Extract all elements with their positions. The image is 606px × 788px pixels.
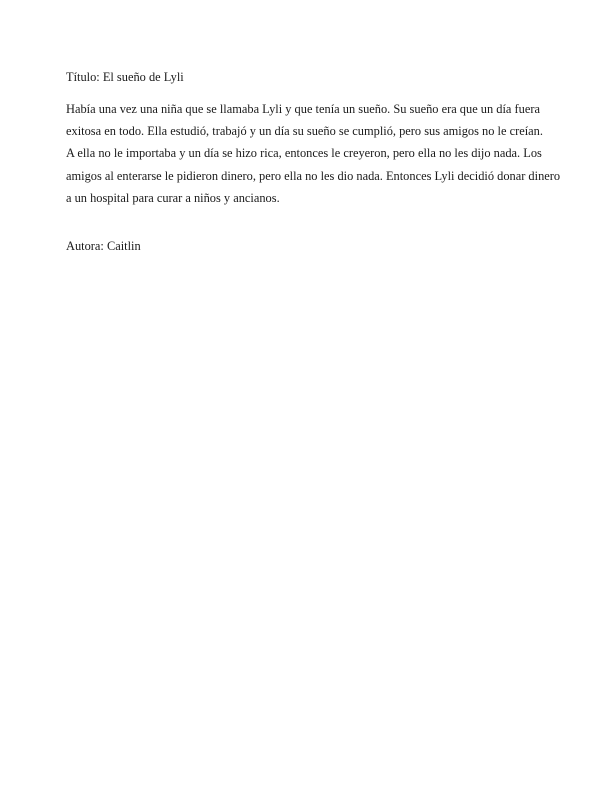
paragraph-line: amigos al enterarse le pidieron dinero, pero ella no les dio nada. Entonces Lyli decidió donar dinero bbox=[66, 168, 561, 183]
paragraph-line: A ella no le importaba y un día se hizo rica, entonces le creyeron, pero ella no les dijo nada. Los bbox=[66, 146, 542, 161]
document-author: Autora: Caitlin bbox=[66, 239, 141, 253]
paragraph-line: Había una vez una niña que se llamaba Lyli y que tenía un sueño. Su sueño era que un día fuera bbox=[66, 102, 540, 116]
document-title: Título: El sueño de Lyli bbox=[66, 70, 184, 84]
paragraph-line: exitosa en todo. Ella estudió, trabajó y un día su sueño se cumplió, pero sus amigos no le creían. bbox=[66, 124, 543, 139]
paragraph-line: a un hospital para curar a niños y ancianos. bbox=[66, 190, 280, 205]
story-paragraph bbox=[66, 98, 561, 209]
